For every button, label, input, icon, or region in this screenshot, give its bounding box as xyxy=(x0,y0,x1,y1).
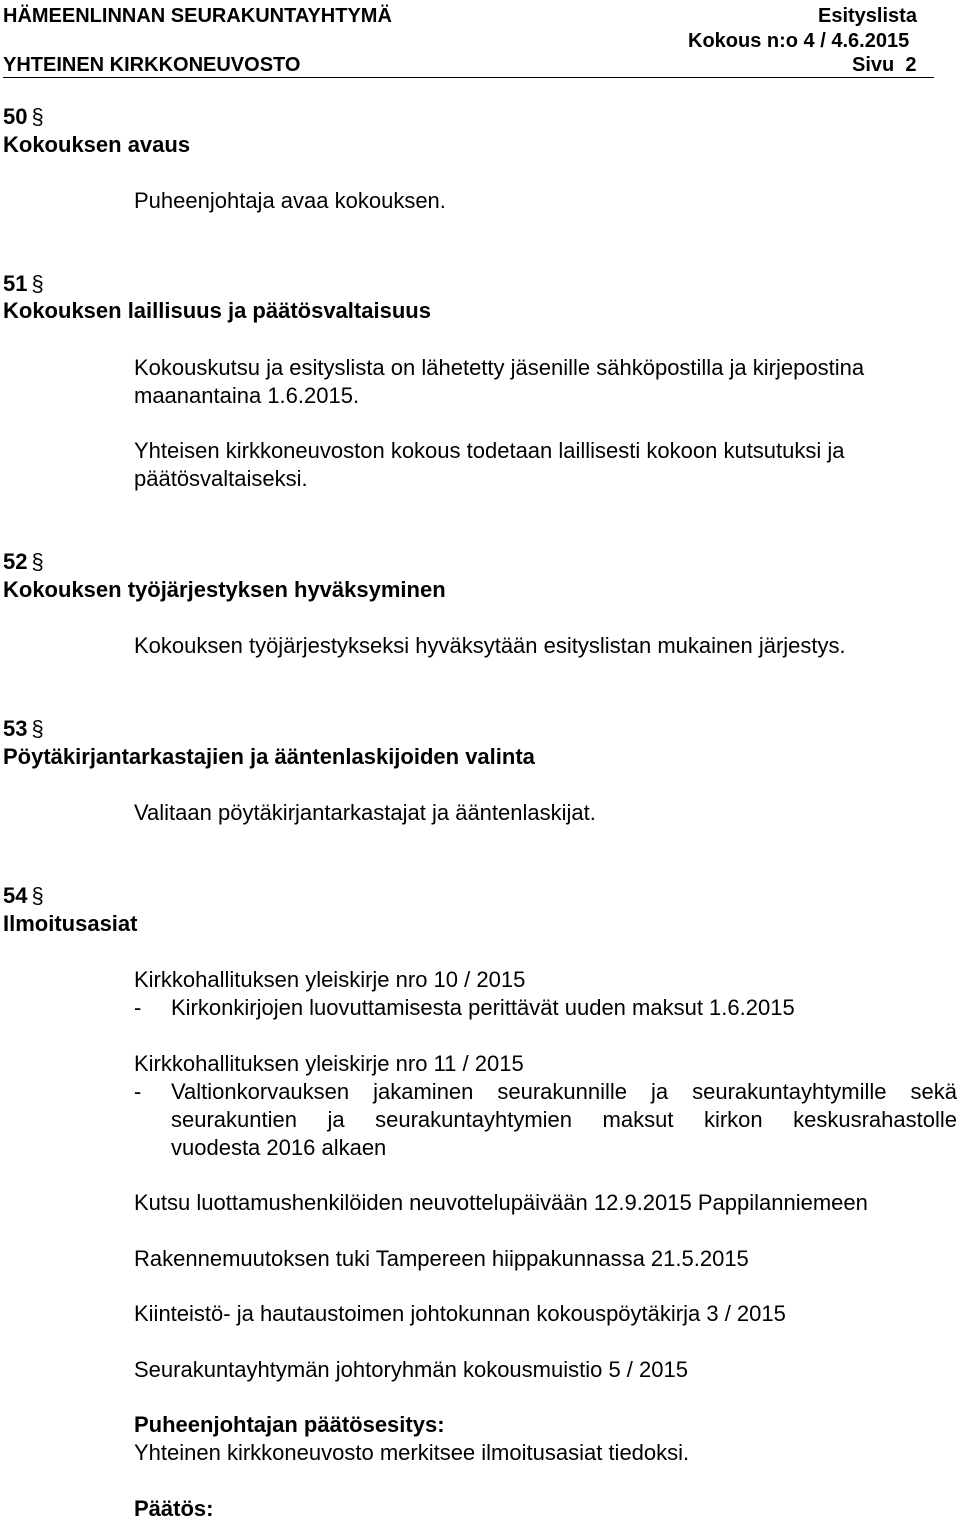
proposal-label: Puheenjohtajan päätösesitys: xyxy=(134,1412,445,1437)
section-text: Valitaan pöytäkirjantarkastajat ja ääntenlaskijat. xyxy=(134,800,596,825)
section-title: Kokouksen työjärjestyksen hyväksyminen xyxy=(3,577,446,602)
notice-item: Kutsu luottamushenkilöiden neuvottelupäivään 12.9.2015 Pappilanniemeen xyxy=(134,1190,868,1215)
section-text: maanantaina 1.6.2015. xyxy=(134,383,360,408)
section-text: päätösvaltaiseksi. xyxy=(134,466,308,491)
section-title: Ilmoitusasiat xyxy=(3,911,138,936)
notice-bullet: vuodesta 2016 alkaen xyxy=(171,1135,387,1160)
paragraph-icon: § xyxy=(31,549,44,574)
section-title: Kokouksen laillisuus ja päätösvaltaisuus xyxy=(3,298,431,323)
header-meeting: Kokous n:o 4 / 4.6.2015 xyxy=(688,30,910,52)
notice-item: Rakennemuutoksen tuki Tampereen hiippakunnassa 21.5.2015 xyxy=(134,1246,749,1271)
section-number: 52 § xyxy=(3,549,44,574)
header-document-type: Esityslista xyxy=(818,5,917,27)
page-number: 2 xyxy=(905,54,917,76)
header-body: YHTEINEN KIRKKONEUVOSTO xyxy=(3,54,301,76)
notice-bullet: seurakuntien ja seurakuntayhtymien maksut kirkon keskusrahastolle xyxy=(171,1107,957,1132)
notice-item: Kiinteistö- ja hautaustoimen johtokunnan kokouspöytäkirja 3 / 2015 xyxy=(134,1301,786,1326)
header-rule xyxy=(3,77,934,78)
notice-heading: Kirkkohallituksen yleiskirje nro 11 / 2015 xyxy=(134,1051,524,1076)
section-number: 51 § xyxy=(3,271,44,296)
bullet-dash: - xyxy=(134,1079,142,1104)
proposal-text: Yhteinen kirkkoneuvosto merkitsee ilmoitusasiat tiedoksi. xyxy=(134,1440,690,1465)
section-number: 54 § xyxy=(3,883,44,908)
header-page-number xyxy=(852,53,917,77)
section-text: Kokouksen työjärjestykseksi hyväksytään esityslistan mukainen järjestys. xyxy=(134,633,846,658)
paragraph-icon: § xyxy=(31,883,44,908)
section-number: 50 § xyxy=(3,104,44,129)
section-title: Kokouksen avaus xyxy=(3,132,191,157)
page-label: Sivu xyxy=(852,54,895,76)
paragraph-icon: § xyxy=(31,716,44,741)
notice-bullet: Kirkonkirjojen luovuttamisesta perittävät uuden maksut 1.6.2015 xyxy=(171,995,795,1020)
header-organization: HÄMEENLINNAN SEURAKUNTAYHTYMÄ xyxy=(3,5,392,27)
bullet-dash: - xyxy=(134,995,142,1020)
section-text: Yhteisen kirkkoneuvoston kokous todetaan laillisesti kokoon kutsutuksi ja xyxy=(134,438,845,463)
section-text: Puheenjohtaja avaa kokouksen. xyxy=(134,188,446,213)
section-title: Pöytäkirjantarkastajien ja ääntenlaskijoiden valinta xyxy=(3,744,535,769)
notice-bullet: Valtionkorvauksen jakaminen seurakunnille ja seurakuntayhtymille sekä xyxy=(171,1079,957,1104)
section-text: Kokouskutsu ja esityslista on lähetetty jäsenille sähköpostilla ja kirjepostina xyxy=(134,355,865,380)
notice-heading: Kirkkohallituksen yleiskirje nro 10 / 2015 xyxy=(134,967,526,992)
paragraph-icon: § xyxy=(31,104,44,129)
decision-label: Päätös: xyxy=(134,1496,214,1521)
section-number: 53 § xyxy=(3,716,44,741)
notice-item: Seurakuntayhtymän johtoryhmän kokousmuistio 5 / 2015 xyxy=(134,1357,688,1382)
paragraph-icon: § xyxy=(31,271,44,296)
